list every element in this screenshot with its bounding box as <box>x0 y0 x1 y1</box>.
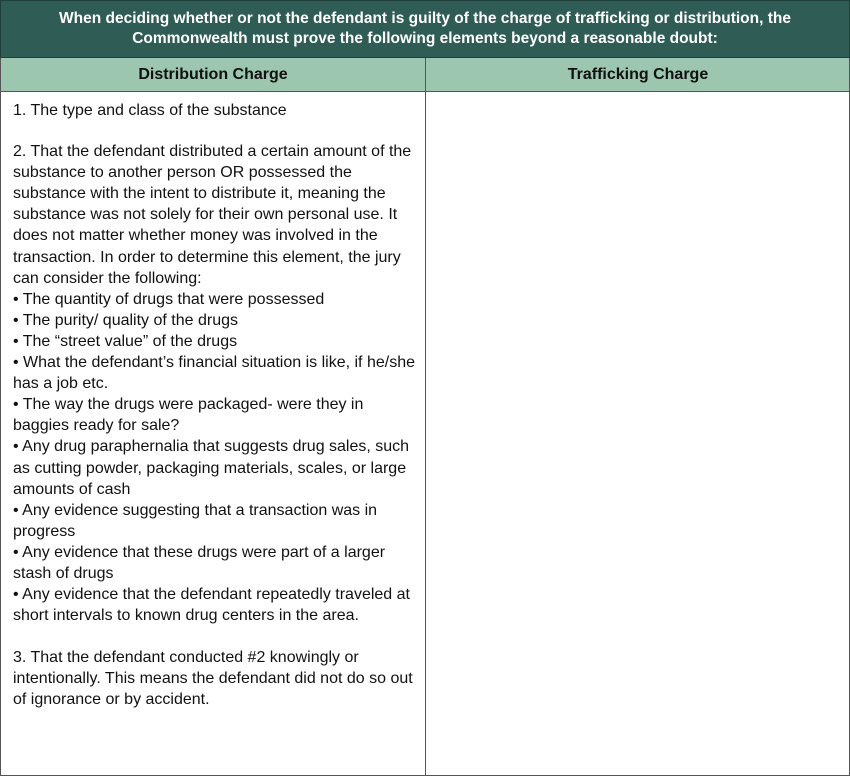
trafficking-charge-header: Trafficking Charge <box>567 66 709 83</box>
element-3-text: 3. That the defendant conducted #2 knowingly or intentionally. This means the defendant did not do so out of ignorance or by accident. <box>13 649 413 709</box>
table-title-line-2: Commonwealth must prove the following elements beyond a reasonable doubt: <box>132 30 718 47</box>
list-item: • Any evidence that the defendant repeatedly traveled at short intervals to known drug centers in the area. <box>13 586 410 625</box>
list-item: • The way the drugs were packaged- were they in baggies ready for sale? <box>13 396 364 435</box>
list-item: • The quantity of drugs that were possessed <box>13 290 325 308</box>
list-item: • The “street value” of the drugs <box>13 332 238 350</box>
element-2-text: 2. That the defendant distributed a certain amount of the substance to another person OR possessed the substance with the intent to distribute it, meaning the substance was not solely for their own personal use. It does not matter whether money was involved in the transaction. In order to determine this element, the jury can consider the following: <box>13 143 412 287</box>
list-item: • Any drug paraphernalia that suggests drug sales, such as cutting powder, packaging materials, scales, or large amounts of cash <box>13 438 410 498</box>
element-1-text: 1. The type and class of the substance <box>13 102 287 119</box>
column-header-row <box>0 58 850 92</box>
distribution-charge-cell <box>0 92 426 776</box>
table-title <box>0 0 850 58</box>
spacer <box>13 626 415 647</box>
trafficking-charge-cell <box>425 92 850 776</box>
distribution-charge-header: Distribution Charge <box>1 58 426 91</box>
list-item: • Any evidence suggesting that a transaction was in progress <box>13 501 378 540</box>
list-item: • The purity/ quality of the drugs <box>13 311 238 329</box>
table-title-line-1: When deciding whether or not the defendant is guilty of the charge of trafficking or distribution, the <box>59 10 791 27</box>
list-item: • What the defendant’s financial situation is like, if he/she has a job etc. <box>13 354 415 393</box>
list-item: • Any evidence that these drugs were part of a larger stash of drugs <box>13 543 386 582</box>
spacer <box>13 121 415 141</box>
